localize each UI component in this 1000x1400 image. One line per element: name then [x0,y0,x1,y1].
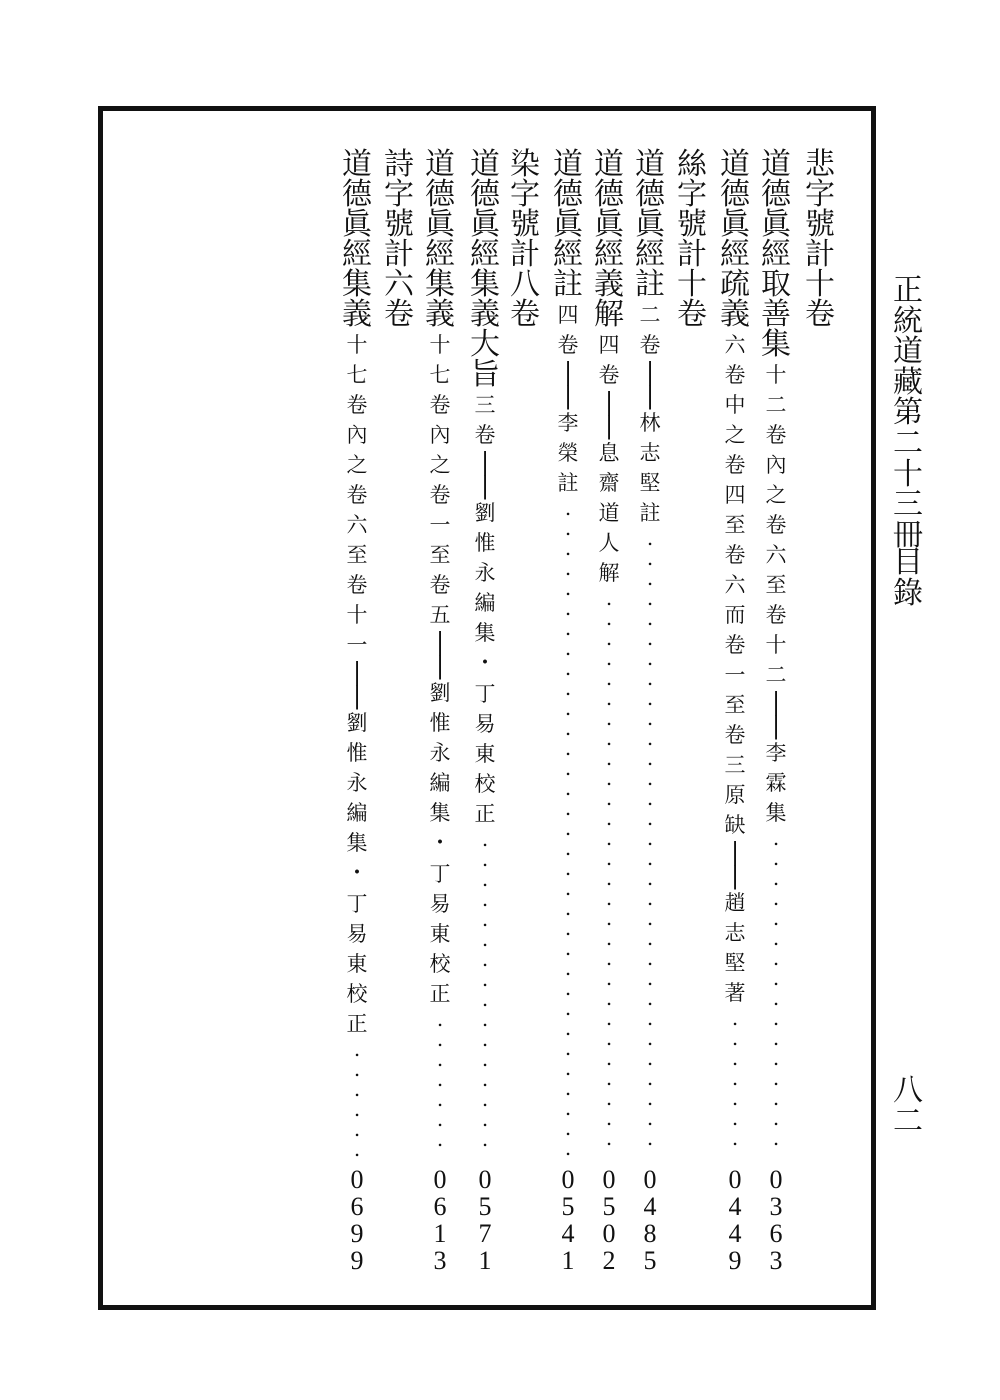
page-number-text: 八 二 [893,1073,923,1139]
entry-volume-note: 二 卷 [639,302,661,357]
entry-title: 道 德 眞 經 疏 義 [720,147,750,332]
toc-entry [548,147,588,1160]
leader-dots: . . . . . . . . . . . . . . . . . . . . . . . . . . . . . . . . . [564,496,572,1160]
entry-dash: | | [604,388,614,440]
entry-author: 劉 惟 永 編 集 ・ 丁 易 東 校 正 [345,710,368,1036]
leader-dots: . . . . . . [353,1037,361,1161]
toc-entry [589,147,629,1150]
entry-title: 道 德 眞 經 集 義 [342,147,372,332]
entry-dash: | | [730,838,740,890]
entry-volume-note: 三 卷 [474,392,496,447]
leader-dots: . . . . . . . . . . . . . . . . [772,826,780,1150]
page-ref: 0 5 0 2 [602,1165,616,1275]
entry-title: 道 德 眞 經 集 義 [425,147,455,332]
entry-dash: | | [480,448,490,500]
page-ref: 0 5 7 1 [478,1165,492,1275]
leader-dots: . . . . . . . . . . . . . . . . [481,827,489,1151]
toc-group-heading [379,147,419,332]
toc-entry [465,147,505,1151]
page-ref: 0 6 9 9 [350,1165,364,1275]
toc-group-heading [672,147,712,332]
section-label: 目 錄 [893,545,923,611]
entry-author: 劉 惟 永 編 集 ・ 丁 易 東 校 正 [473,500,496,826]
entry-volume-note: 四 卷 [557,302,579,357]
entry-volume-note: 十 七 卷 內 之 卷 六 至 卷 十 一 [346,332,368,657]
page-ref: 0 5 4 1 [561,1165,575,1275]
entry-volume-note: 十 二 卷 內 之 卷 六 至 卷 十 二 [765,362,787,687]
section-title [888,545,928,611]
entry-author: 林 志 堅 註 [639,410,661,525]
entry-title: 道 德 眞 經 義 解 [594,147,624,332]
entry-volume-note: 十 七 卷 內 之 卷 一 至 卷 五 [429,332,451,627]
group-title: 絲 字 號 計 十 卷 [677,147,707,332]
toc-entry [715,147,755,1150]
entry-title: 道 德 眞 經 註 [553,147,583,302]
entry-author: 劉 惟 永 編 集 ・ 丁 易 東 校 正 [428,680,451,1006]
toc-entry [630,147,670,1150]
running-header [888,273,928,553]
toc-group-heading [800,147,840,332]
leader-dots: . . . . . . . . . . . . . . . . . . . . . . . . . . . . [605,586,613,1150]
toc-entry [337,147,377,1161]
group-title: 染 字 號 計 八 卷 [510,147,540,332]
entry-author: 李 榮 註 [557,410,579,495]
toc-entry [420,147,460,1151]
toc-group-heading [505,147,545,332]
entry-title: 道 德 眞 經 集 義 大 旨 [470,147,500,392]
group-title: 悲 字 號 計 十 卷 [805,147,835,332]
entry-title: 道 德 眞 經 註 [635,147,665,302]
entry-author: 趙 志 堅 著 [724,890,746,1005]
entry-dash: | | [771,688,781,740]
entry-volume-note: 六 卷 中 之 卷 四 至 卷 六 而 卷 一 至 卷 三 原 缺 [724,332,746,837]
entry-dash: | | [435,628,445,680]
leader-dots: . . . . . . . [436,1007,444,1151]
page-ref: 0 3 6 3 [769,1165,783,1275]
entry-author: 李 霖 集 [765,740,787,825]
toc-entry [756,147,796,1150]
leader-dots: . . . . . . . . . . . . . . . . . . . . . . . . . . . . . . . [646,526,654,1150]
page-ref: 0 4 4 9 [728,1165,742,1275]
entry-dash: | | [352,658,362,710]
entry-dash: | | [645,358,655,410]
page-number [888,1073,928,1139]
entry-dash: | | [563,358,573,410]
entry-author: 息 齋 道 人 解 [598,440,620,585]
header-title: 正 統 道 藏 第 二 十 三 冊 [893,273,923,553]
leader-dots: . . . . . . . [731,1006,739,1150]
page-ref: 0 6 1 3 [433,1165,447,1275]
page-ref: 0 4 8 5 [643,1165,657,1275]
entry-title: 道 德 眞 經 取 善 集 [761,147,791,362]
entry-volume-note: 四 卷 [598,332,620,387]
group-title: 詩 字 號 計 六 卷 [384,147,414,332]
